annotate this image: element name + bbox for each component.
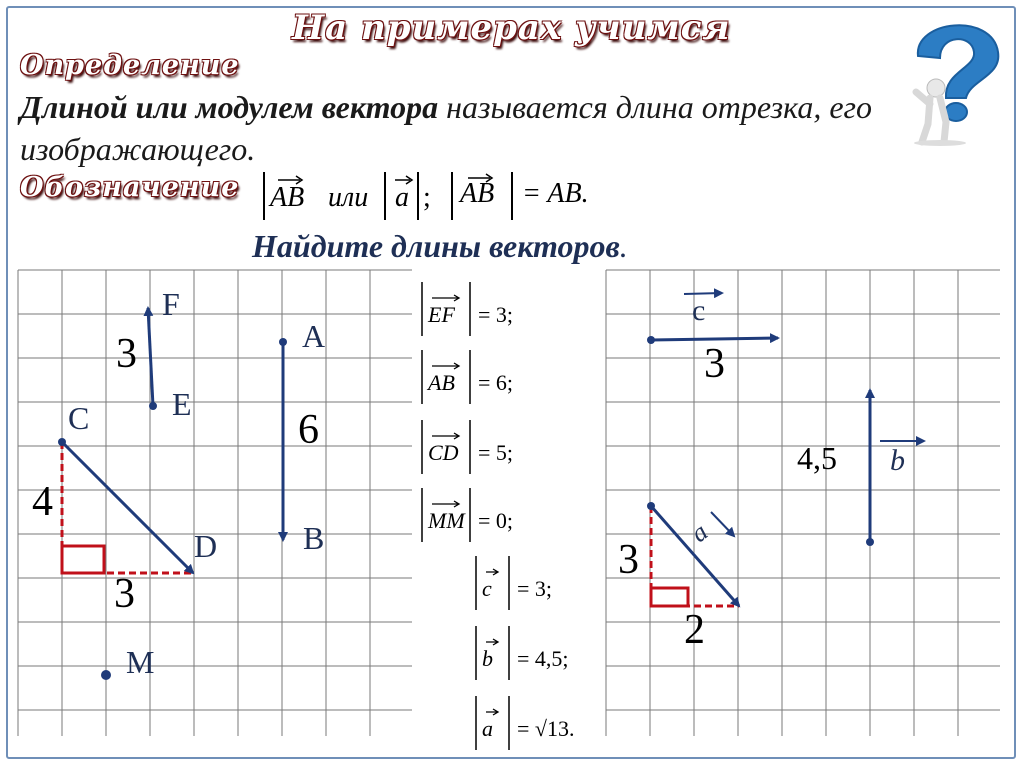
point-e: [149, 402, 157, 410]
notation-formula: [258, 166, 638, 226]
length-a-horizontal: 2: [684, 607, 705, 653]
answer-value: = 5;: [478, 440, 514, 465]
answer-row: [422, 420, 513, 474]
vector-arrow-icon: [432, 363, 459, 369]
label-c: C: [68, 400, 90, 436]
notation-semicolon: ;: [423, 182, 431, 213]
right-angle-mark-a: [651, 588, 688, 606]
length-ab: 6: [298, 407, 319, 453]
vector-ef: [148, 308, 153, 406]
right-angle-mark: [62, 546, 104, 573]
slide-title: На примерах учимся: [292, 8, 731, 48]
notation-ab-2: AB: [460, 178, 495, 209]
label-vector-b: b: [890, 444, 905, 477]
vector-arrow-icon: [486, 569, 498, 575]
point-b-start: [866, 538, 874, 546]
point-c: [58, 438, 66, 446]
point-c-start: [647, 336, 655, 344]
answer-vector: MM: [428, 508, 465, 533]
find-task-text: Найдите длины векторов: [252, 228, 620, 264]
answer-value: = 3;: [478, 302, 514, 327]
vector-arrow-icon: [432, 433, 459, 439]
definition-bold: Длиной или модулем вектора: [20, 89, 439, 125]
answer-value: = 0;: [478, 508, 514, 533]
answers-column: [414, 270, 614, 750]
label-d: D: [194, 528, 218, 564]
notation-ab-1: AB: [270, 182, 305, 213]
answer-vector: CD: [428, 440, 459, 465]
length-ef: 3: [116, 331, 137, 377]
right-drawing: [604, 268, 1024, 748]
vector-cd: [62, 442, 193, 573]
answer-value: = 3;: [517, 576, 553, 601]
definition-text: [20, 86, 900, 170]
vector-arrow-icon: [432, 501, 459, 507]
point-a: [279, 338, 287, 346]
label-vector-a: a: [685, 517, 714, 549]
label-b: B: [303, 520, 325, 556]
vector-arrow-icon: [486, 639, 498, 645]
answer-row: [476, 696, 574, 750]
label-a-arrow: [711, 512, 734, 536]
answer-value: = √13.: [517, 716, 575, 741]
answer-vector: b: [482, 646, 493, 671]
definition-heading: Определение: [20, 50, 240, 81]
label-vector-c: c: [692, 294, 706, 327]
length-c: 3: [704, 341, 725, 387]
answer-vector: c: [482, 576, 492, 601]
length-a-vertical: 3: [618, 537, 639, 583]
answer-row: [422, 350, 513, 404]
point-a-start: [647, 502, 655, 510]
answer-row: [476, 626, 569, 680]
answer-vector: AB: [428, 370, 455, 395]
question-mark-figure-icon: [900, 12, 1010, 147]
answer-value: = 6;: [478, 370, 514, 395]
find-task: [252, 228, 628, 265]
notation-heading: Обозначение: [20, 172, 240, 203]
point-m: [101, 670, 111, 680]
notation-or: или: [328, 182, 369, 213]
answer-vector: a: [482, 716, 493, 741]
find-task-dot: .: [619, 228, 628, 264]
vector-arrow-icon: [486, 709, 498, 715]
answer-row: [422, 488, 513, 542]
vector-arrow-icon: [432, 295, 459, 301]
length-b: 4,5: [797, 440, 837, 476]
notation-eq: = AB.: [522, 178, 589, 209]
definition-rest: называется длина отрезка, его изображающего.: [20, 89, 872, 168]
left-drawing: [0, 268, 420, 748]
length-cd-vertical: 4: [32, 479, 53, 525]
answer-row: [476, 556, 552, 610]
label-f: F: [162, 286, 180, 322]
label-e: E: [172, 386, 192, 422]
length-cd-horizontal: 3: [114, 571, 135, 617]
label-a: A: [302, 318, 326, 354]
notation-a: a: [395, 182, 409, 213]
answer-row: [422, 282, 513, 336]
label-m: M: [126, 644, 155, 680]
answer-value: = 4,5;: [517, 646, 569, 671]
answer-vector: EF: [428, 302, 455, 327]
